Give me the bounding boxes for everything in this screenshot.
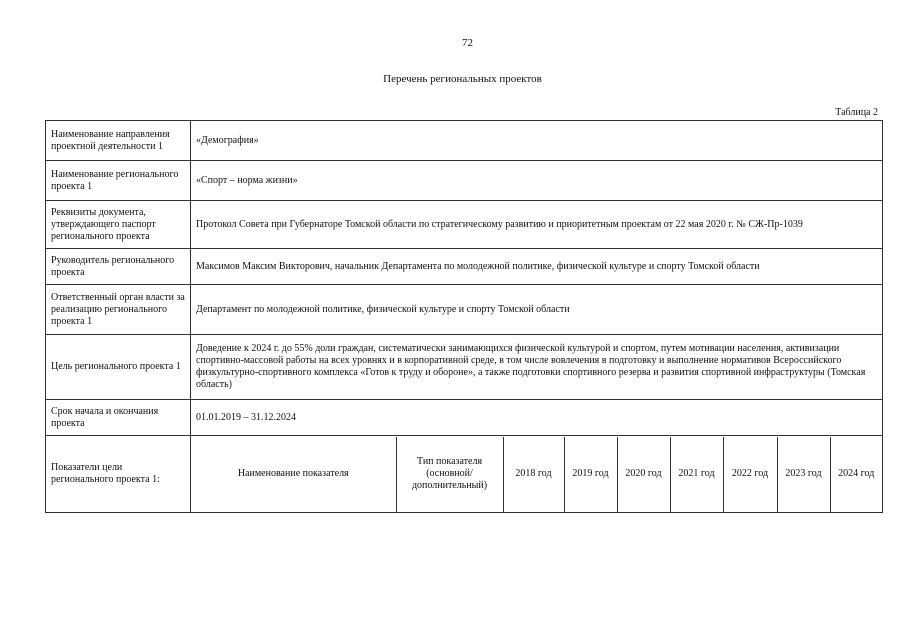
indicator-name-header: Наименование показателя (237, 468, 349, 479)
indicator-type-header: Тип показателя (основной/ дополнительный) (396, 437, 503, 512)
row-value: 01.01.2019 – 31.12.2024 (191, 400, 883, 436)
table-row (46, 121, 883, 161)
table-row (46, 335, 883, 400)
row-label: Ответственный орган власти за реализацию регионального проекта 1 (46, 285, 191, 335)
table-row (46, 249, 883, 285)
row-label: Срок начала и окончания проекта (46, 400, 191, 436)
row-value: Протокол Совета при Губернаторе Томской области по стратегическому развитию и приоритетным проектам от 22 мая 2020 г. № СЖ-Пр-1039 (191, 201, 883, 249)
year-header-2018: 2018 год (503, 437, 564, 512)
year-header-2022: 2022 год (723, 437, 777, 512)
year-header-2021: 2021 год (670, 437, 723, 512)
year-header-2020: 2020 год (617, 437, 670, 512)
table-row (46, 400, 883, 436)
year-header-2024: 2024 год (830, 437, 882, 512)
row-label: Наименование регионального проекта 1 (46, 161, 191, 201)
table-row (46, 201, 883, 249)
row-label: Цель регионального проекта 1 (46, 335, 191, 400)
table-label: Таблица 2 (835, 107, 878, 118)
row-label: Руководитель регионального проекта (46, 249, 191, 285)
indicators-row (46, 436, 883, 513)
row-label: Реквизиты документа, утверждающего паспорт регионального проекта (46, 201, 191, 249)
indicators-header-table (191, 437, 882, 512)
indicators-label: Показатели цели регионального проекта 1: (46, 436, 191, 513)
row-value: Максимов Максим Викторович, начальник Департамента по молодежной политике, физической культуре и спорту Томской области (191, 249, 883, 285)
row-value: «Спорт – норма жизни» (191, 161, 883, 201)
row-value: Доведение к 2024 г. до 55% доли граждан, систематически занимающихся физической культурой и спортом, путем мотивации населения, активизации спортивно-массовой работы на всех уровнях и в корпоративной среде, в том числе вовлечения в подготовку и выполнение нормативов Всероссийского физкультурно-спортивного комплекса «Готов к труду и обороне», а также подготовки спортивного резерва и развития спортивной инфраструктуры (Томская область) (191, 335, 883, 400)
row-label: Наименование направления проектной деятельности 1 (46, 121, 191, 161)
document-title: Перечень региональных проектов (383, 73, 542, 85)
table-row (46, 285, 883, 335)
row-value: «Демография» (191, 121, 883, 161)
regional-projects-table (45, 120, 883, 513)
table-row (46, 161, 883, 201)
year-header-2019: 2019 год (564, 437, 617, 512)
indicators-header-cell (191, 436, 883, 513)
page-number: 72 (462, 37, 473, 49)
year-header-2023: 2023 год (777, 437, 830, 512)
row-value: Департамент по молодежной политике, физической культуре и спорту Томской области (191, 285, 883, 335)
